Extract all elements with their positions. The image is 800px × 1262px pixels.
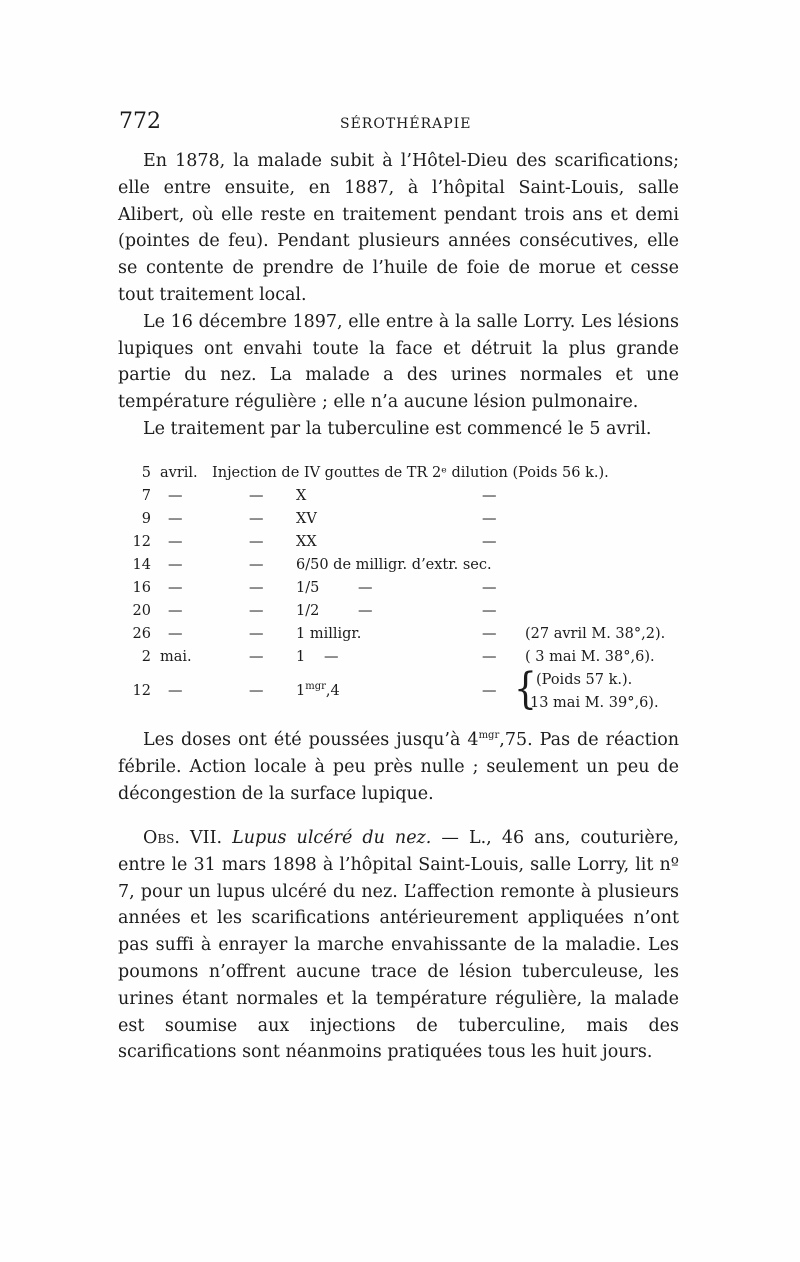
ditto-mark: —: [249, 626, 264, 642]
dose-base: 1: [296, 683, 306, 699]
month: avril.: [160, 465, 198, 481]
ditto-mark: —: [249, 557, 264, 573]
ditto-mark: —: [168, 626, 183, 642]
table-row: [118, 465, 718, 488]
ditto-mark: —: [482, 626, 497, 642]
temperature-note: ( 3 mai M. 38°,6).: [525, 649, 655, 665]
table-row: [118, 664, 718, 718]
temperature-note: 13 mai M. 39°,6).: [530, 695, 659, 711]
ditto-mark: —: [249, 488, 264, 504]
ditto-mark: —: [482, 649, 497, 665]
dose: X: [296, 488, 307, 504]
table-row: [118, 603, 718, 626]
observation-label: Obs. VII.: [143, 828, 223, 848]
ditto-mark: —: [249, 580, 264, 596]
table-row: [118, 580, 718, 603]
ditto-mark: —: [168, 603, 183, 619]
dose: 1: [296, 649, 306, 665]
ditto-mark: —: [168, 580, 183, 596]
paragraph-results: [118, 727, 679, 807]
ditto-mark: —: [249, 683, 264, 699]
ditto-mark: —: [249, 649, 264, 665]
ditto-mark: —: [482, 603, 497, 619]
dose: 1/2: [296, 603, 320, 619]
ditto-mark: —: [249, 603, 264, 619]
temperature-note: (27 avril M. 38°,2).: [525, 626, 666, 642]
body-text-top: [118, 148, 679, 443]
observation-vii: [118, 825, 679, 1066]
weight-note: (Poids 57 k.).: [536, 672, 633, 688]
ditto-mark: —: [168, 511, 183, 527]
table-row: [118, 649, 718, 672]
table-row: [118, 488, 718, 511]
day: 12: [132, 534, 151, 550]
day: 5: [141, 465, 151, 481]
ditto-mark: —: [482, 488, 497, 504]
day: 7: [141, 488, 151, 504]
observation-text: — L., 46 ans, couturière, entre le 31 mars 1898 à l’hôpital Saint-Louis, salle Lorry, lit nº 7, pour un lupus ulcéré du nez. L’affection remonte à plusieurs années et les scarifications antérieurement appliquées n’ont pas suffi à enrayer la marche envahissante de la maladie. Les poumons n’offrent aucune trace de lésion tuberculeuse, les urines étant normales et la température régulière, la malade est soumise aux injections de tuberculine, mais des scarifications sont néanmoins pratiquées tous les huit jours.: [118, 828, 679, 1063]
ditto-mark: —: [168, 557, 183, 573]
results-unit: mgr: [478, 730, 500, 742]
dose: XV: [296, 511, 317, 527]
ditto-mark: —: [358, 603, 373, 619]
dose: 1/5: [296, 580, 320, 596]
dose-unit: mgr: [305, 681, 326, 693]
results-text-end: ,75. Pas de réaction fébrile. Action locale à peu près nulle ; seulement un peu de décongestion de la surface lupique.: [118, 730, 680, 804]
day: 2: [141, 649, 151, 665]
table-row: [118, 626, 718, 649]
dose: 6/50 de milligr. d’extr. sec.: [296, 557, 492, 573]
brace: {: [514, 664, 537, 714]
month: mai.: [160, 649, 192, 665]
ditto-mark: —: [249, 511, 264, 527]
paragraph-observation: [118, 825, 679, 1066]
day: 16: [132, 580, 151, 596]
day: 9: [141, 511, 151, 527]
observation-title: Lupus ulcéré du nez.: [232, 828, 432, 848]
dose: 1 milligr.: [296, 626, 362, 642]
dose-tail: ,4: [325, 683, 340, 699]
ditto-mark: —: [168, 683, 183, 699]
paragraph-treatment-start: Le traitement par la tuberculine est commencé le 5 avril.: [143, 418, 652, 439]
ditto-mark: —: [168, 534, 183, 550]
entry-text: Injection de IV gouttes de TR 2ᵉ dilution (Poids 56 k.).: [212, 465, 609, 481]
dose: XX: [296, 534, 317, 550]
table-row: [118, 534, 718, 557]
running-head: SÉROTHÉRAPIE: [340, 116, 472, 132]
ditto-mark: —: [168, 488, 183, 504]
results-text-start: Les doses ont été poussées jusqu’à 4: [143, 730, 479, 750]
ditto-mark: —: [482, 683, 497, 699]
ditto-mark: —: [482, 511, 497, 527]
day: 14: [132, 557, 151, 573]
page-number: 772: [119, 109, 161, 134]
ditto-mark: —: [358, 580, 373, 596]
table-row: [118, 511, 718, 534]
ditto-mark: —: [249, 534, 264, 550]
ditto-mark: —: [482, 580, 497, 596]
day: 26: [132, 626, 151, 642]
day: 12: [132, 683, 151, 699]
paragraph-admission: Le 16 décembre 1897, elle entre à la salle Lorry. Les lésions lupiques ont envahi toute la face et détruit la plus grande partie du nez. La malade a des urines normales et une température régulière ; elle n’a aucune lésion pulmonaire.: [118, 311, 679, 413]
ditto-mark: —: [482, 534, 497, 550]
body-text-mid: [118, 727, 679, 807]
paragraph-history: En 1878, la malade subit à l’Hôtel-Dieu des scarifications; elle entre ensuite, en 1887, à l’hôpital Saint-Louis, salle Alibert, où elle reste en traitement pendant trois ans et demi (pointes de feu). Pendant plusieurs années consécutives, elle se contente de prendre de l’huile de foie de morue et cesse tout traitement local.: [118, 151, 679, 305]
day: 20: [132, 603, 151, 619]
table-row: [118, 557, 718, 580]
ditto-mark: —: [324, 649, 339, 665]
dose: [296, 683, 340, 699]
